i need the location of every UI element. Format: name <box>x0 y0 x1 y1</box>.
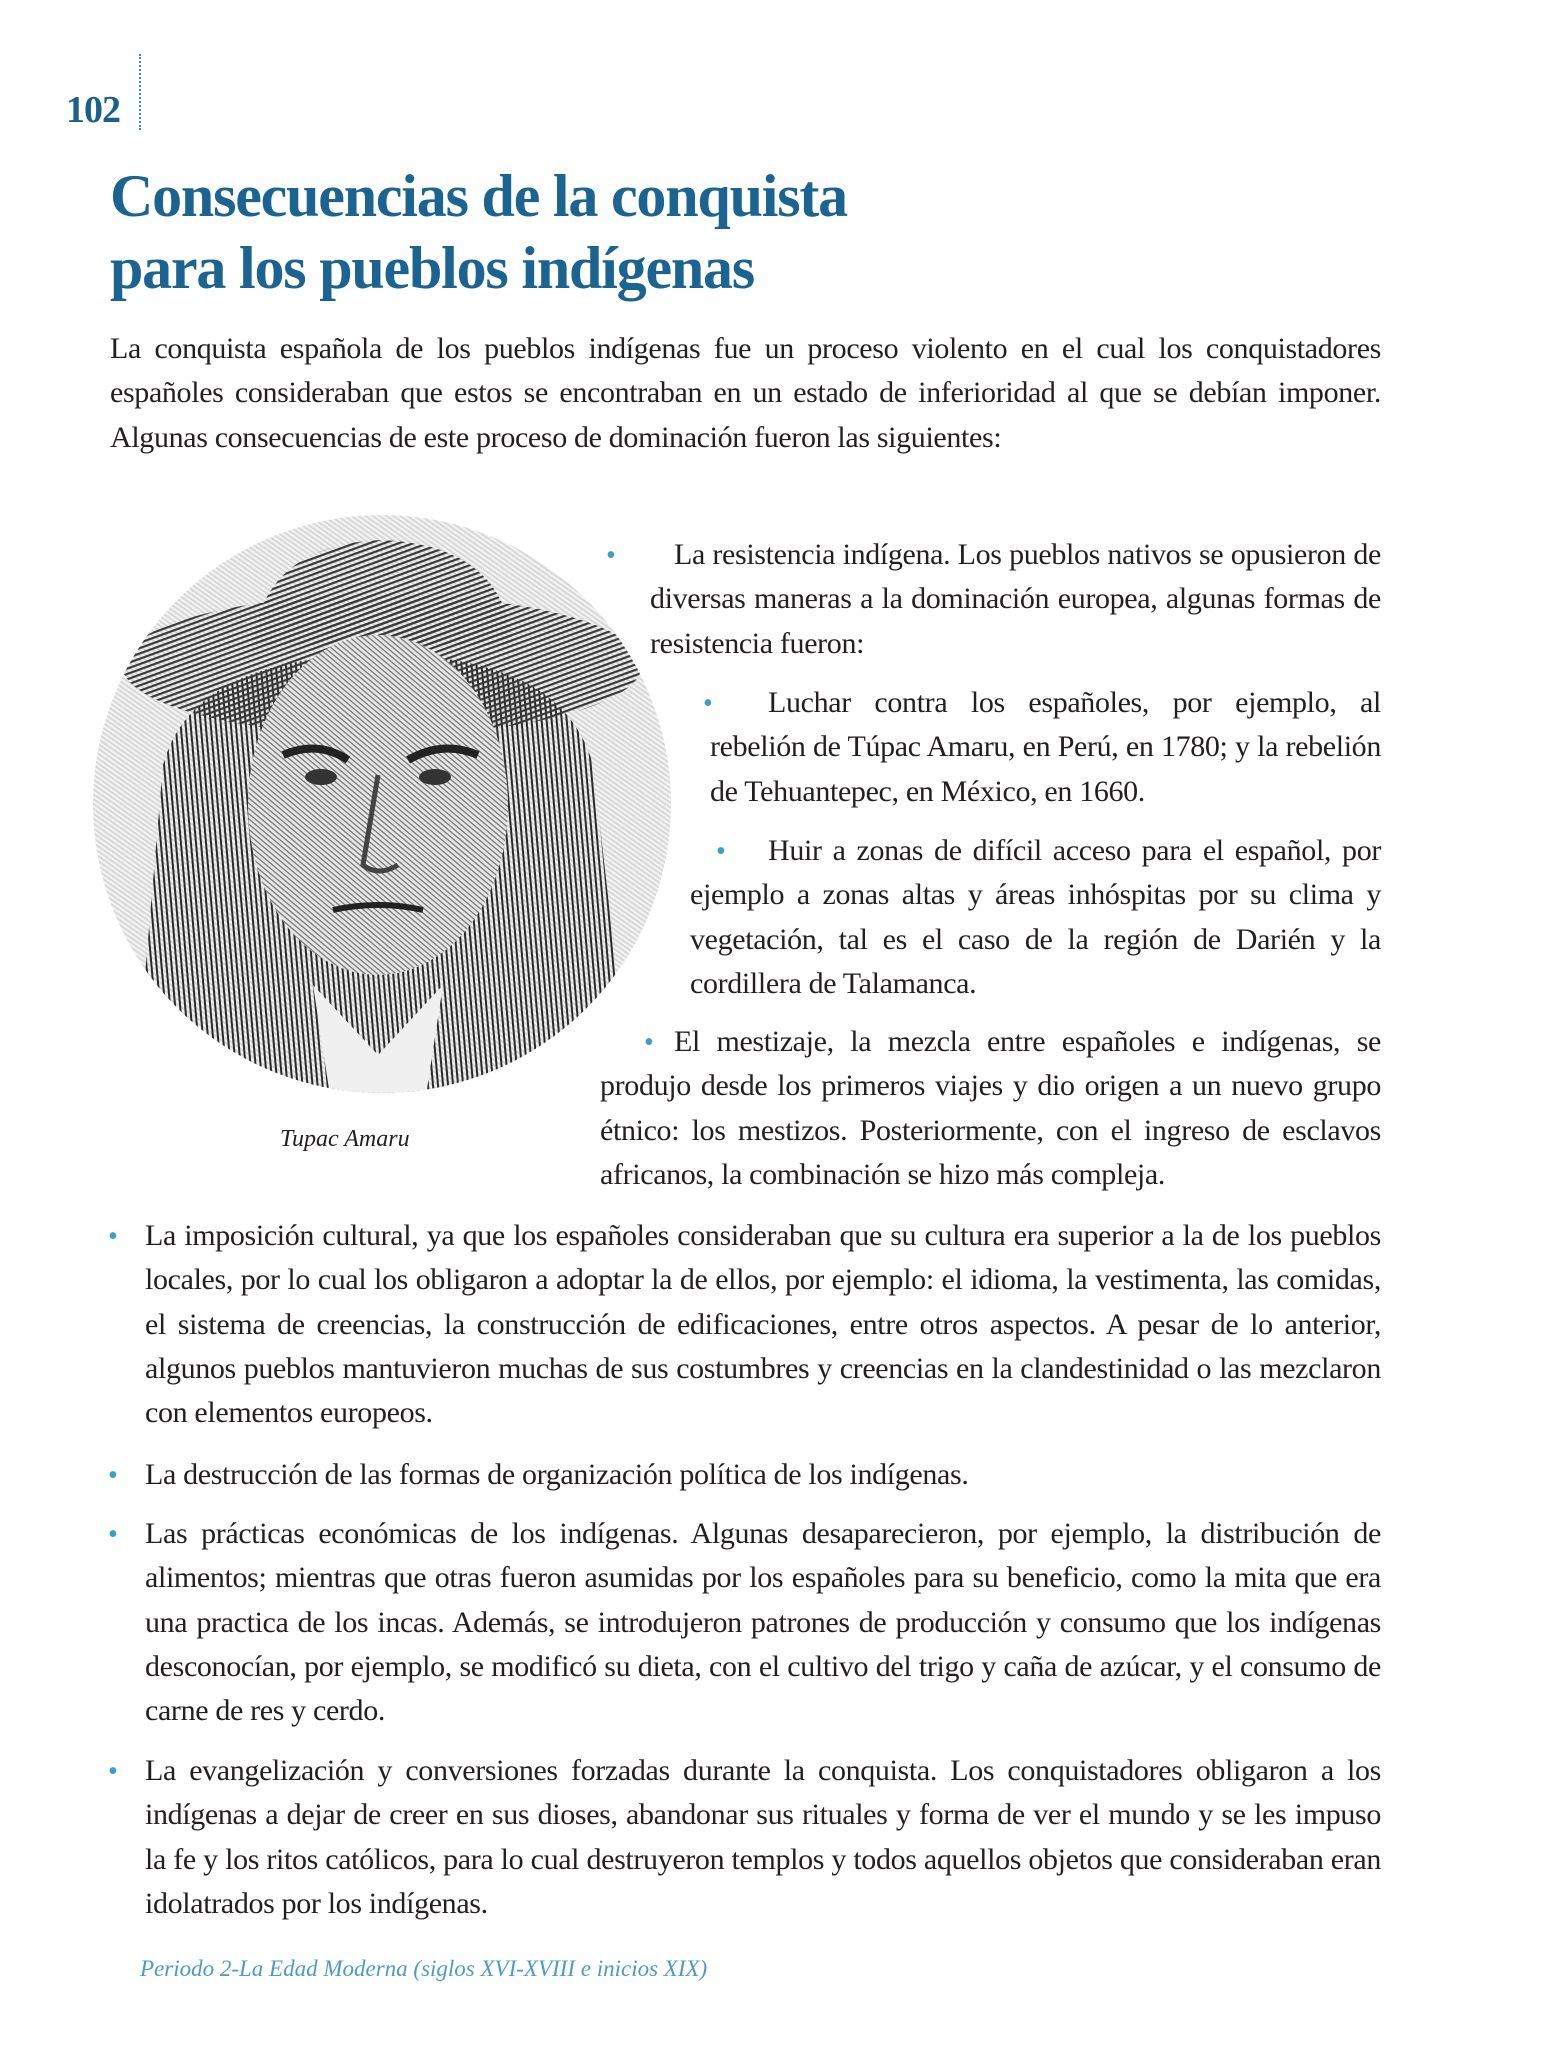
tupac-amaru-portrait <box>93 515 671 1093</box>
bullet-icon: • <box>108 1756 118 1787</box>
bullet-icon: • <box>606 540 616 571</box>
bullet-icon: • <box>644 1027 654 1058</box>
sub-bullet-luchar: Luchar contra los españoles, por ejemplo, al rebelión de Túpac Amaru, en Perú, en 1780; y la rebelión de Tehuantepec, en México, en 1660. <box>710 686 1381 808</box>
page-number-divider <box>139 54 141 130</box>
sub-bullet-huir: Huir a zonas de difícil acceso para el español, por ejemplo a zonas altas y áreas inhóspitas por su clima y vegetación, tal es el caso de la región de Darién y la cordillera de Talamanca. <box>690 834 1381 1000</box>
bullet-icon: • <box>108 1221 118 1252</box>
page-footer: Periodo 2-La Edad Moderna (siglos XVI-XVIII e inicios XIX) <box>140 1956 708 1981</box>
page-number: 102 <box>66 89 120 131</box>
bullet-icon: • <box>108 1519 118 1550</box>
portrait-engraving-image <box>93 515 671 1093</box>
bullet-icon: • <box>703 688 713 719</box>
bullet-destruccion: La destrucción de las formas de organización política de los indígenas. <box>145 1458 969 1491</box>
title-line-1: Consecuencias de la conquista <box>110 163 847 229</box>
bullet-icon: • <box>716 836 726 867</box>
bullet-imposicion: La imposición cultural, ya que los españoles consideraban que su cultura era superior a la de los pueblos locales, por lo cual los obligaron a adoptar la de ellos, por ejemplo: el idioma, la vestimenta, las comidas, el sistema de creencias, la construcción de edificaciones, entre otros aspectos. A pesar de lo anterior, algunos pueblos mantuvieron muchas de sus costumbres y creencias en la clandestinidad o las mezclaron con elementos europeos. <box>145 1219 1381 1430</box>
title-line-2: para los pueblos indígenas <box>110 235 755 301</box>
page-title <box>110 160 847 304</box>
portrait-caption: Tupac Amaru <box>280 1126 410 1152</box>
intro-paragraph: La conquista española de los pueblos indígenas fue un proceso violento en el cual los conquistadores españoles consideraban que estos se encontraban en un estado de inferioridad al que se debían imponer. Algunas consecuencias de este proceso de dominación fueron las siguientes: <box>110 332 1381 454</box>
bullet-icon: • <box>108 1460 118 1491</box>
bullet-evangelizacion: La evangelización y conversiones forzadas durante la conquista. Los conquistadores obligaron a los indígenas a dejar de creer en sus dioses, abandonar sus rituales y forma de ver el mundo y se les impuso la fe y los ritos católicos, para lo cual destruyeron templos y todos aquellos objetos que consideraban eran idolatrados por los indígenas. <box>145 1754 1381 1920</box>
bullet-resistencia: La resistencia indígena. Los pueblos nativos se opusieron de diversas maneras a la dominación europea, algunas formas de resistencia fueron: <box>650 538 1381 660</box>
bullet-economicas: Las prácticas económicas de los indígenas. Algunas desaparecieron, por ejemplo, la distribución de alimentos; mientras que otras fueron asumidas por los españoles para su beneficio, como la mita que era una practica de los incas. Además, se introdujeron patrones de producción y consumo que los indígenas desconocían, por ejemplo, se modificó su dieta, con el cultivo del trigo y caña de azúcar, y el consumo de carne de res y cerdo. <box>145 1517 1381 1728</box>
bullet-mestizaje: El mestizaje, la mezcla entre españoles e indígenas, se produjo desde los primeros viajes y dio origen a un nuevo grupo étnico: los mestizos. Posteriormente, con el ingreso de esclavos africanos, la combinación se hizo más compleja. <box>600 1025 1381 1191</box>
